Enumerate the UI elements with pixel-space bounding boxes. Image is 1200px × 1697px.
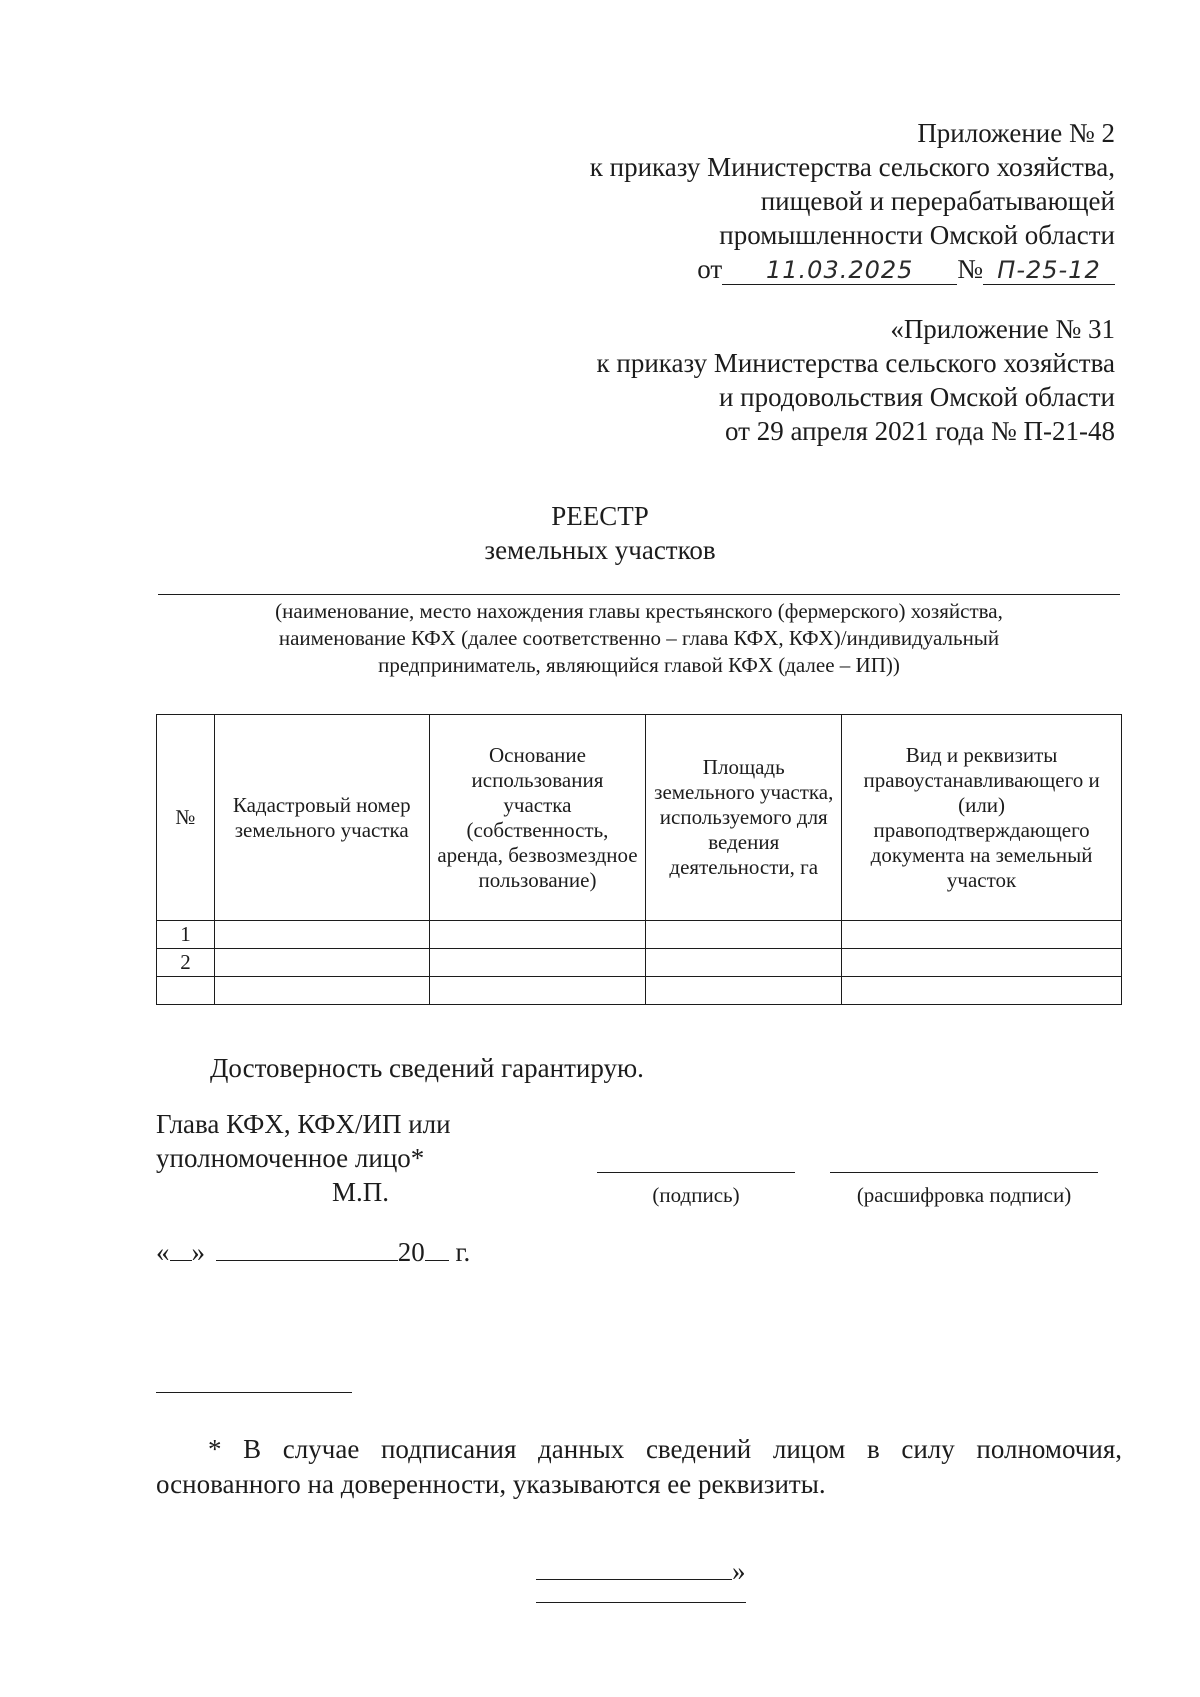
date-prefix: от bbox=[697, 254, 723, 284]
table-row bbox=[157, 977, 1122, 1005]
year-prefix: 20 bbox=[397, 1237, 425, 1267]
table-header-row bbox=[157, 715, 1122, 921]
entity-caption-line: наименование КФХ (далее соответственно – глава КФХ, КФХ)/индивидуальный bbox=[278, 626, 1000, 650]
table-cell bbox=[214, 921, 429, 949]
table-cell bbox=[214, 977, 429, 1005]
quoted-appendix bbox=[597, 312, 1115, 448]
entity-caption bbox=[158, 598, 1120, 679]
seal-place: М.П. bbox=[332, 1177, 390, 1207]
number-field bbox=[983, 255, 1115, 285]
entity-caption-line: (наименование, место нахождения главы крестьянского (фермерского) хозяйства, bbox=[275, 599, 1003, 623]
table-cell bbox=[842, 921, 1122, 949]
signature-line bbox=[597, 1172, 795, 1173]
appendix-date-number-line bbox=[590, 252, 1115, 286]
signing-date-line bbox=[156, 1236, 470, 1268]
entity-name-line bbox=[158, 594, 1120, 595]
signer-line: уполномоченное лицо* bbox=[156, 1143, 425, 1173]
column-header-cadastral: Кадастровый номер земельного участка bbox=[214, 715, 429, 921]
table-cell bbox=[429, 977, 646, 1005]
table-cell bbox=[429, 949, 646, 977]
year-suffix: г. bbox=[455, 1237, 471, 1267]
closing-quote: » bbox=[732, 1556, 746, 1586]
quoted-appendix-date-line: от 29 апреля 2021 года № П-21-48 bbox=[725, 416, 1115, 446]
entity-caption-line: предприниматель, являющийся главой КФХ (далее – ИП)) bbox=[378, 653, 900, 677]
footnote-separator bbox=[156, 1392, 352, 1393]
closing-line bbox=[536, 1555, 746, 1587]
column-header-number: № bbox=[157, 715, 215, 921]
land-plots-table bbox=[156, 714, 1122, 1005]
month-field bbox=[216, 1260, 398, 1261]
table-cell bbox=[429, 921, 646, 949]
signature-caption: (подпись) bbox=[652, 1183, 740, 1207]
appendix-header bbox=[590, 116, 1115, 286]
table-cell bbox=[646, 949, 842, 977]
table-cell: 1 bbox=[157, 921, 215, 949]
quoted-appendix-order-line: к приказу Министерства сельского хозяйства bbox=[596, 348, 1115, 378]
quoted-appendix-ministry-line: и продовольствия Омской области bbox=[718, 382, 1115, 412]
column-header-area: Площадь земельного участка, используемого для ведения деятельности, га bbox=[646, 715, 842, 921]
document-subtitle: земельных участков bbox=[484, 535, 716, 565]
day-field bbox=[170, 1260, 192, 1261]
document-title: РЕЕСТР bbox=[551, 501, 649, 531]
table-cell bbox=[842, 949, 1122, 977]
table-cell bbox=[157, 977, 215, 1005]
year-field bbox=[425, 1260, 449, 1261]
date-open-quote: « bbox=[156, 1237, 170, 1267]
number-prefix: № bbox=[957, 254, 983, 284]
signature-decoding-line bbox=[830, 1172, 1098, 1173]
table-cell bbox=[842, 977, 1122, 1005]
table-row bbox=[157, 921, 1122, 949]
footnote-text: * В случае подписания данных сведений лицом в силу полномочия, основанного на доверенности, указываются ее реквизиты. bbox=[156, 1434, 1122, 1499]
closing-rule bbox=[536, 1602, 746, 1603]
table-cell: 2 bbox=[157, 949, 215, 977]
table-row bbox=[157, 949, 1122, 977]
closing-underline bbox=[536, 1579, 732, 1580]
signature-decoding-caption: (расшифровка подписи) bbox=[856, 1183, 1072, 1207]
appendix-ministry-line: пищевой и перерабатывающей bbox=[760, 186, 1115, 216]
column-header-basis: Основание использования участка (собственность, аренда, безвозмездное пользование) bbox=[429, 715, 646, 921]
table-cell bbox=[646, 977, 842, 1005]
appendix-order-line: к приказу Министерства сельского хозяйства, bbox=[589, 152, 1115, 182]
date-field bbox=[722, 255, 957, 285]
column-header-document: Вид и реквизиты правоустанавливающего и (или) правоподтверждающего документа на земельный участок bbox=[842, 715, 1122, 921]
handwritten-number: П-25-12 bbox=[997, 256, 1101, 284]
signer-line: Глава КФХ, КФХ/ИП или bbox=[156, 1109, 451, 1139]
appendix-region-line: промышленности Омской области bbox=[719, 220, 1115, 250]
date-close-quote: » bbox=[191, 1237, 205, 1267]
handwritten-date: 11.03.2025 bbox=[766, 256, 914, 284]
guarantee-statement: Достоверность сведений гарантирую. bbox=[210, 1053, 644, 1083]
table-cell bbox=[214, 949, 429, 977]
quoted-appendix-title: «Приложение № 31 bbox=[890, 314, 1115, 344]
appendix-title: Приложение № 2 bbox=[917, 118, 1115, 148]
table-cell bbox=[646, 921, 842, 949]
